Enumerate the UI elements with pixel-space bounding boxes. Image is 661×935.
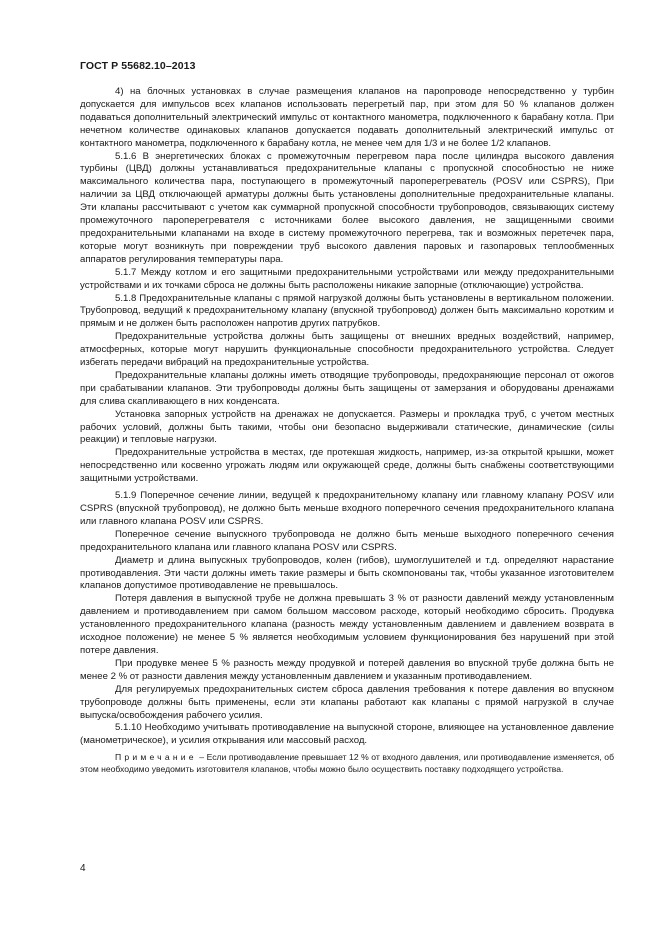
note-text: Если противодавление превышает 12 % от входного давления, или противодавление изменяется, об этом необходимо уведомить изготовителя клапанов, чтобы можно было осуществить поставку подходящего устройства. — [80, 752, 615, 775]
paragraph-item-4: 4) на блочных установках в случае размещения клапанов на паропроводе непосредственно у турбин допускается для импульсов всех клапанов использовать перегретый пар, при этом для 50 % клапанов должен подаваться дополнительный электрический импульс от контактного манометра, подключенного к барабану котла. При нечетном количестве одинаковых клапанов допускается подавать дополнительный электрический импульс от контактного манометра, подключенного к барабану котла, не менее чем для 1/3 и не более 1/2 клапанов. — [80, 86, 614, 149]
note-label: Примечание — [115, 752, 197, 763]
paragraph-outlet-section: Поперечное сечение выпускного трубопровода не должно быть меньше выходного поперечного сечения предохранительного клапана или главного клапана POSV или CSPRS. — [80, 528, 614, 553]
page-number: 4 — [80, 863, 86, 874]
paragraph-leak-protection: Предохранительные устройства в местах, где протекшая жидкость, например, из-за открытой крышки, может непосредственно или косвенно угрожать людям или окружающей среде, должны быть снабжены соответствующими защитными устройствами. — [80, 447, 614, 485]
standard-header: ГОСТ Р 55682.10–2013 — [80, 60, 196, 72]
paragraph-5-1-7: 5.1.7 Между котлом и его защитными предохранительными устройствами или между предохранительными устройствами и их точками сброса не должны быть расположены никакие запорные (отключающие) устройства. — [80, 266, 614, 291]
paragraph-5-1-6: 5.1.6 В энергетических блоках с промежуточным перегревом пара после цилиндра высокого давления турбины (ЦВД) должны устанавливаться предохранительные клапаны с пропускной способностью не ниже максимального количества пара, поступающего в промежуточный пароперегреватель (POSV или CSPRS), При наличии за ЦВД отключающей арматуры должны быть установлены дополнительные предохранительные клапаны. Эти клапаны рассчитывают с учетом как суммарной пропускной способности трубопроводов, связывающих систему промежуточного пароперегревателя с источниками более высокого давления, не защищенными своими предохранительными клапанами на входе в систему промежуточного перегрева, так и возможных перетечек пара, которые могут возникнуть при повреждении труб высокого давления паровых и газопаровых теплообменных аппаратов регулирования температуры пара. — [80, 150, 614, 265]
document-body — [80, 86, 614, 775]
paragraph-discharge-pipes: Предохранительные клапаны должны иметь отводящие трубопроводы, предохраняющие персонал от ожогов при срабатывании клапанов. Эти трубопроводы должны быть защищены от замерзания и оборудованы дренажами для слива скапливающего в них конденсата. — [80, 369, 614, 407]
note-paragraph — [80, 751, 614, 775]
paragraph-pressure-loss: Потеря давления в выпускной трубе не должна превышать 3 % от разности давлений между установленным давлением и противодавлением при самом большом массовом расходе, который необходимо сбросить. Продувка установленного предохранительного клапана (разность между установленным давлением и давлением возврата в исходное положение) не менее 5 % является необходимым условием функционирования без нарушений при этой потере давления. — [80, 593, 614, 656]
note-dash: – — [199, 752, 205, 763]
paragraph-5-1-8: 5.1.8 Предохранительные клапаны с прямой нагрузкой должны быть установлены в вертикальном положении. Трубопровод, ведущий к предохранительному клапану (впускной трубопровод) должен быть максимально коротким и прямым и не должен быть расположен напротив других патрубков. — [80, 292, 614, 330]
paragraph-protection: Предохранительные устройства должны быть защищены от внешних вредных воздействий, например, атмосферных, которые могут нарушить функциональные способности предохранительного устройства. Следует избегать передачи вибраций на предохранительные устройства. — [80, 331, 614, 369]
paragraph-5-1-10: 5.1.10 Необходимо учитывать противодавление на выпускной стороне, влияющее на установленное давление (манометрическое), и усилия открывания или массовый расход. — [80, 722, 614, 747]
paragraph-blowdown: При продувке менее 5 % разность между продувкой и потерей давления во впускной трубе должна быть не менее 2 % от разности давления между установленным давлением и указанным противодавлением. — [80, 657, 614, 682]
paragraph-drain-shutoff: Установка запорных устройств на дренажах не допускается. Размеры и прокладка труб, с учетом местных рабочих условий, должны быть такими, чтобы они безопасно выдерживали статические, динамические (силы реакции) и тепловые нагрузки. — [80, 408, 614, 446]
paragraph-regulated-systems: Для регулируемых предохранительных систем сброса давления требования к потере давления во впускном трубопроводе должны быть применены, если эти клапаны работают как клапаны с прямой нагрузкой в случае выпуска/освобождения рабочего усилия. — [80, 683, 614, 721]
paragraph-5-1-9: 5.1.9 Поперечное сечение линии, ведущей к предохранительному клапану или главному клапану POSV или CSPRS (впускной трубопровод), не должно быть меньше входного поперечного сечения предохранительного клапана или главного клапана POSV или CSPRS. — [80, 490, 614, 527]
paragraph-backpressure-buildup: Диаметр и длина выпускных трубопроводов, колен (гибов), шумоглушителей и т.д. определяют нарастание противодавления. Эти части должны иметь такие размеры и быть скомпонованы так, чтобы указанное изготовителем клапанов допустимое противодавление не превышалось. — [80, 554, 614, 592]
